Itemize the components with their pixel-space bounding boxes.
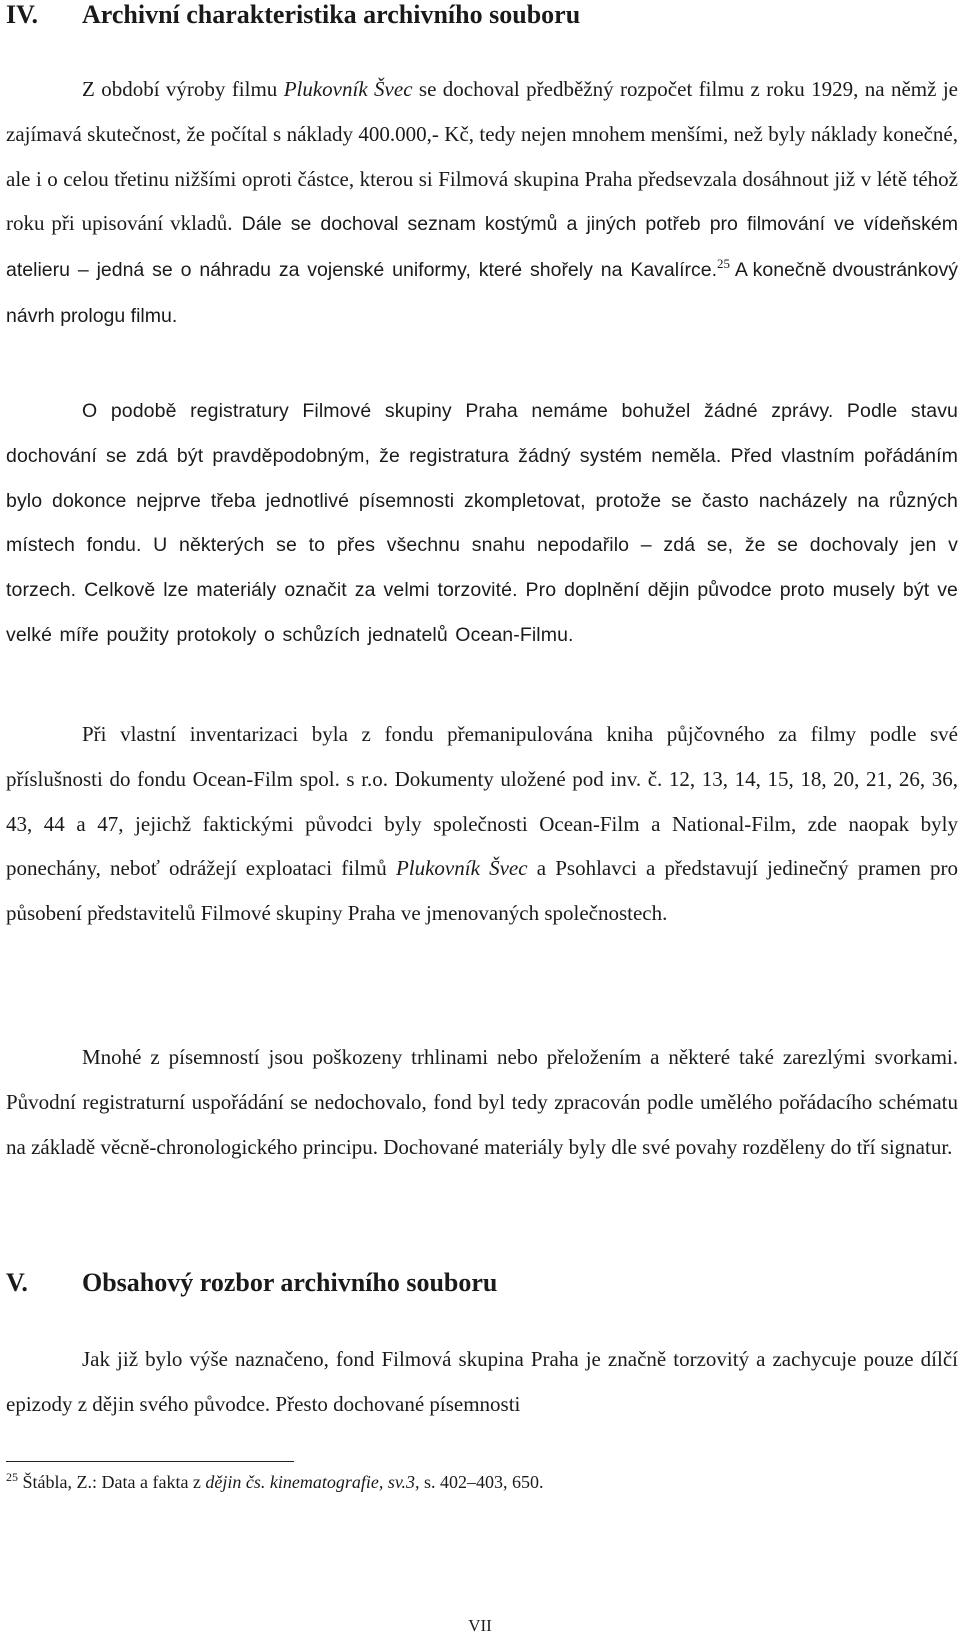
section-heading-v: [6, 1268, 497, 1298]
paragraph-condition: Mnohé z písemností jsou poškozeny trhlinami nebo přeložením a některé také zarezlými svorkami. Původní registraturní uspořádání se nedochovalo, fond byl tedy zpracován podle umělého pořádacího schématu na základě věcně-chronologického principu. Dochované materiály byly dle své povahy rozděleny do tří signatur.: [6, 1045, 958, 1159]
footnote-ref: 25: [717, 256, 731, 272]
footnote-number: 25: [6, 1470, 18, 1484]
footnote: $^{25}$ Štábla, Z.: Data a fakta z dějin čs. kinematografie, sv.3, s. 402–403, 650.: [6, 1470, 544, 1492]
film-title: Plukovník Švec: [283, 77, 413, 101]
paragraph-budget: Z období výroby filmu Plukovník Švec se dochoval předběžný rozpočet filmu z roku 1929, na němž je zajímavá skutečnost, že počítal s náklady 400.000,- Kč, tedy nejen mnohem menšími, než byly náklady konečné, ale i o celou třetinu nižšími oproti částce, kterou si Filmová skupina Praha předsevzala dosáhnout již v létě téhož roku při upisování vkladů. Dále se dochoval seznam kostýmů a jiných potřeb pro filmování ve vídeňském atelieru – jedná se o náhradu za vojenské uniformy, které shořely na Kavalírce.$^{25}$ A konečně dvoustránkový návrh prologu filmu.: [6, 77, 958, 327]
page-number: VII: [468, 1616, 492, 1635]
section-title: Archivní charakteristika archivního souboru: [82, 0, 581, 29]
footnote-separator: [6, 1461, 294, 1462]
section-number: V.: [6, 1268, 28, 1297]
film-title: Plukovník Švec: [395, 856, 528, 881]
section-heading-iv: [6, 0, 580, 30]
paragraph-content-analysis: Jak již bylo výše naznačeno, fond Filmová skupina Praha je značně torzovitý a zachycuje pouze dílčí epizody z dějin svého původce. Přesto dochované písemnosti: [6, 1347, 958, 1416]
section-title: Obsahový rozbor archivního souboru: [82, 1268, 498, 1297]
paragraph-inventory: Při vlastní inventarizaci byla z fondu přemanipulována kniha půjčovného za filmy podle své příslušnosti do fondu Ocean-Film spol. s r.o. Dokumenty uložené pod inv. č. 12, 13, 14, 15, 18, 20, 21, 26, 36, 43, 44 a 47, jejichž faktickými původci byly společnosti Ocean-Film a National-Film, zde naopak byly ponechány, neboť odrážejí exploataci filmů Plukovník Švec a Psohlavci a představují jedinečný pramen pro působení představitelů Filmové skupiny Praha ve jmenovaných společnostech.: [6, 722, 958, 926]
section-number: IV.: [6, 0, 39, 29]
paragraph-registry: O podobě registratury Filmové skupiny Praha nemáme bohužel žádné zprávy. Podle stavu dochování se zdá být pravděpodobným, že registratura žádný systém neměla. Před vlastním pořádáním bylo dokonce nejprve třeba jednotlivé písemnosti zkompletovat, protože se často nacházely na různých místech fondu. U některých se to přes všechnu snahu nepodařilo – zdá se, že se dochovaly jen v torzech. Celkově lze materiály označit za velmi torzovité. Pro doplnění dějin původce proto musely být ve velké míře použity protokoly o schůzích jednatelů Ocean-Filmu.: [6, 400, 958, 646]
